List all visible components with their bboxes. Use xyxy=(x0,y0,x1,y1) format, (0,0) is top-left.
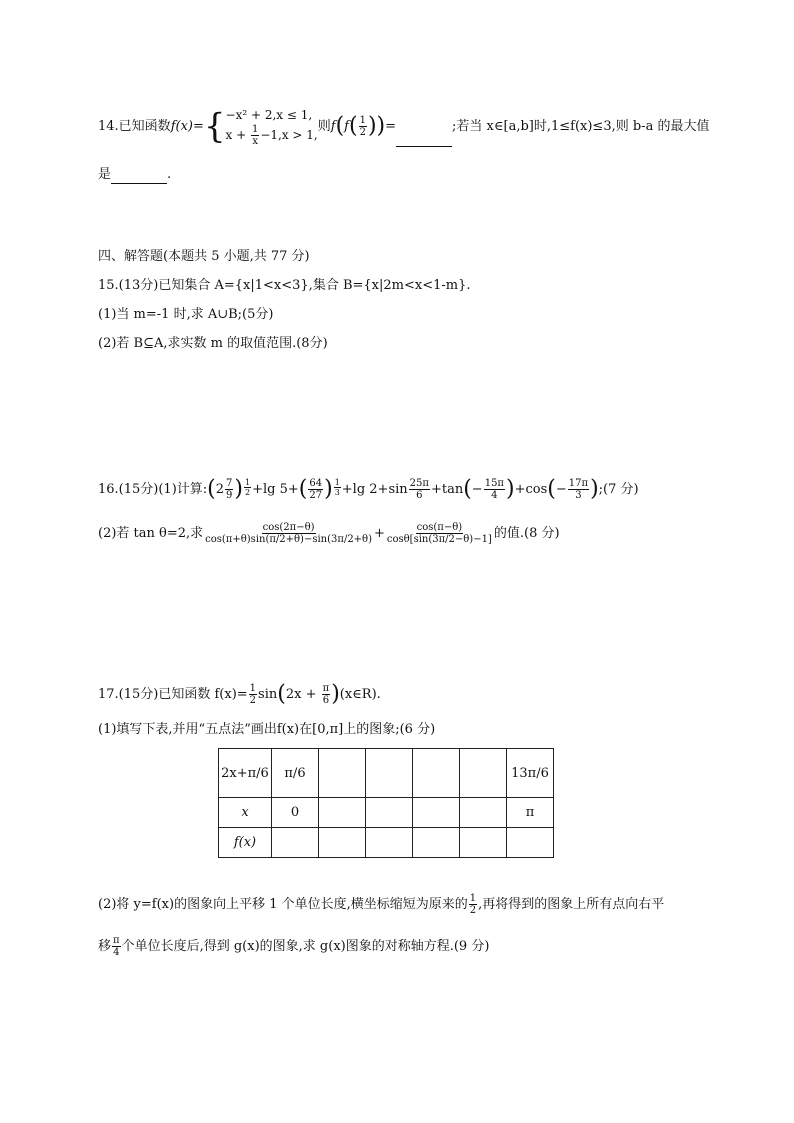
table-cell: 0 xyxy=(272,798,319,828)
table-cell: π/6 xyxy=(272,749,319,798)
table-cell[interactable] xyxy=(460,749,507,798)
table-cell-2x-plus-pi-6: 2x+π/6 xyxy=(219,749,272,798)
table-cell[interactable] xyxy=(319,749,366,798)
table-cell[interactable] xyxy=(366,828,413,858)
q14-brace: { xyxy=(203,106,226,147)
q14-half: $\frac{1}{2}$ xyxy=(359,115,366,138)
table-cell[interactable] xyxy=(460,828,507,858)
table-row xyxy=(219,749,554,798)
table-cell-x: x xyxy=(219,798,272,828)
q17-five-point-table xyxy=(218,748,554,858)
q17-stem: 17.(15分)已知函数 f(x)= $\frac{1}{2}$ sin(2x + $\frac{\pi}{6}$ )(x∈R). xyxy=(98,681,381,707)
table-row xyxy=(219,828,554,858)
q14-prefix: 14.已知函数 xyxy=(98,119,171,134)
table-cell[interactable] xyxy=(413,828,460,858)
q14-line2: 是 . xyxy=(98,167,172,182)
table-cell[interactable] xyxy=(272,828,319,858)
q17-part1: (1)填写下表,并用“五点法”画出f(x)在[0,π]上的图象;(6 分) xyxy=(98,722,436,737)
q14-mid: ;若当 x∈[a,b]时,1≤f(x)≤3,则 b-a 的最大值 xyxy=(452,119,710,134)
q14-line1: 14.已知函数f(x)={ −x² + 2,x ≤ 1, x + $\frac{1}{x}$ −1,x > 1, 则f(f( $\frac{1}{2}$ ))= ;若当 x∈[a,b]时,1≤f(x)≤3,则 b-a 的最大值 xyxy=(98,106,710,147)
table-cell-fx: f(x) xyxy=(219,828,272,858)
q16-fraction-1: $\frac{\cos(2\pi-\theta)}{\cos(\pi+\theta)\sin(\pi/2+\theta)-\sin(3\pi/2+\theta)}$ xyxy=(205,522,372,545)
q15-part1: (1)当 m=-1 时,求 A∪B;(5分) xyxy=(98,307,274,322)
table-cell[interactable] xyxy=(413,749,460,798)
q14-piecewise xyxy=(226,106,318,147)
q14-piece2: x + $\frac{1}{x}$ −1,x > 1, xyxy=(225,124,318,147)
table-row xyxy=(219,798,554,828)
table-cell[interactable] xyxy=(460,798,507,828)
table-cell[interactable] xyxy=(366,749,413,798)
table-cell[interactable] xyxy=(366,798,413,828)
q15-part2: (2)若 B⊆A,求实数 m 的取值范围.(8分) xyxy=(98,336,328,351)
q14-answer-blank-2[interactable] xyxy=(111,183,167,184)
q16-part2: (2)若 tan θ=2,求 $\frac{\cos(2\pi-\theta)}{\cos(\pi+\theta)\sin(\pi/2+\theta)-\sin(3\pi/2+\theta)}$ + $\frac{\cos(\pi-\theta)}{\cos\theta[\sin(3\pi/2-\theta)-1]}$ 的值.(8 分) xyxy=(98,522,560,545)
q14-answer-blank-1[interactable] xyxy=(396,146,452,147)
q16-fraction-2: $\frac{\cos(\pi-\theta)}{\cos\theta[\sin(3\pi/2-\theta)-1]}$ xyxy=(386,522,492,545)
q14-then: 则 xyxy=(317,119,331,134)
table-cell[interactable] xyxy=(507,828,554,858)
q17-part2-line1: (2)将 y=f(x)的图象向上平移 1 个单位长度,横坐标缩短为原来的 $\frac{1}{2}$ ,再将得到的图象上所有点向右平 xyxy=(98,893,665,916)
q14-piece1: −x² + 2,x ≤ 1, xyxy=(225,108,313,122)
table-cell: 13π/6 xyxy=(507,749,554,798)
section4-title: 四、解答题(本题共 5 小题,共 77 分) xyxy=(98,249,310,264)
q16-part1: 16.(15分)(1)计算:(2 $\frac{7}{9}$ ) $\frac{1}{2}$ +lg 5+( $\frac{64}{27}$ ) $\frac{1}{3}$ +lg 2+sin $\frac{25\pi}{6}$ +tan(− $\frac{15\pi}{4}$ )+cos(− $\frac{17\pi}{3}$ );(7 分) xyxy=(98,476,639,502)
table-cell[interactable] xyxy=(413,798,460,828)
q17-part2-line2: 移 $\frac{\pi}{4}$ 个单位长度后,得到 g(x)的图象,求 g(x)图象的对称轴方程.(9 分) xyxy=(98,935,490,958)
table-cell[interactable] xyxy=(319,828,366,858)
q14-fx: f(x)= xyxy=(170,119,204,134)
q15-stem: 15.(13分)已知集合 A={x|1<x<3},集合 B={x|2m<x<1-m}. xyxy=(98,278,471,293)
table-cell[interactable] xyxy=(319,798,366,828)
table-cell: π xyxy=(507,798,554,828)
